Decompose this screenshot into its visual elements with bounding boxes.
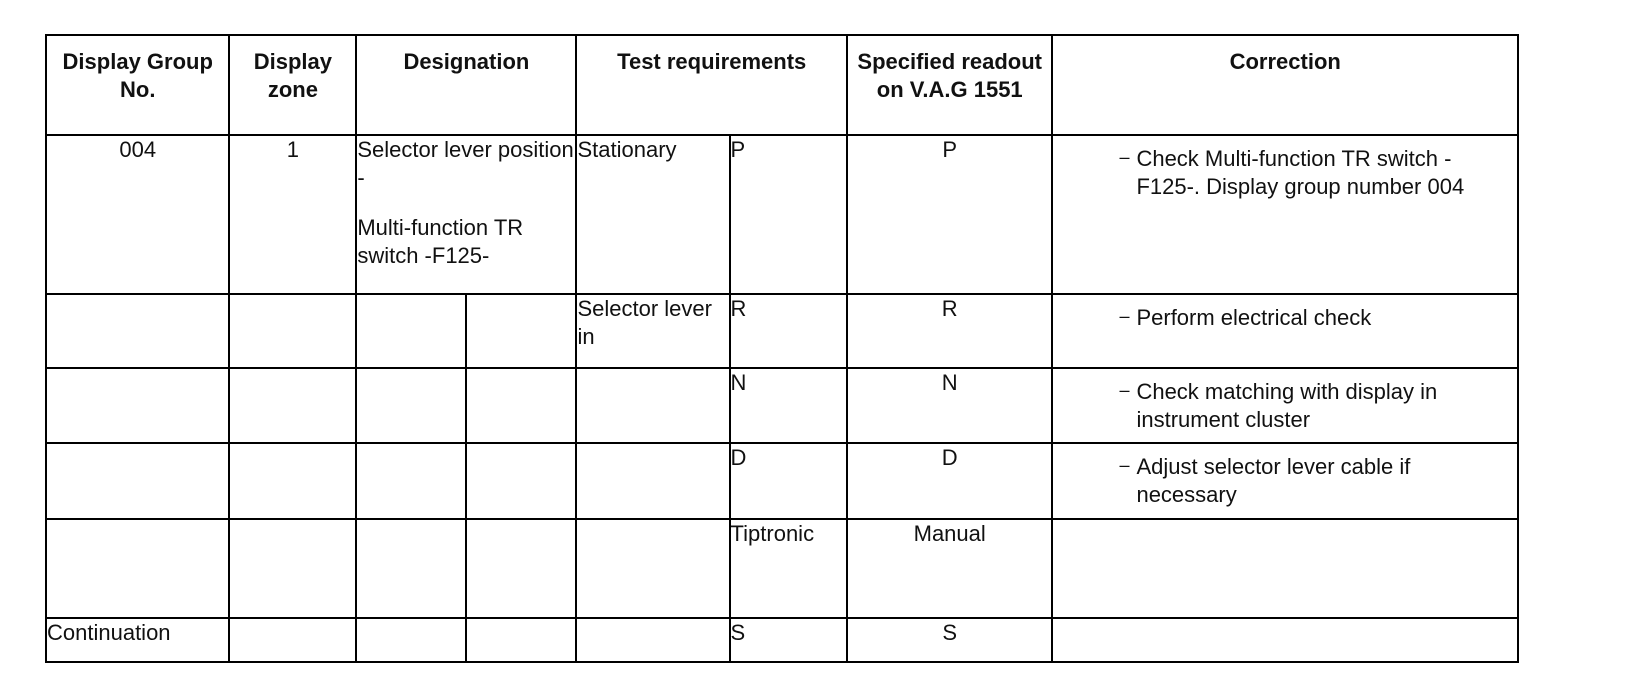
readout-cell: N bbox=[847, 368, 1052, 443]
table-row bbox=[46, 135, 1518, 294]
test-condition-cell bbox=[576, 443, 729, 519]
designation-sub-cell bbox=[466, 519, 576, 618]
designation-sub-cell bbox=[356, 443, 466, 519]
table-header-row bbox=[46, 35, 1518, 135]
designation-sub-cell bbox=[466, 443, 576, 519]
correction-cell bbox=[1052, 368, 1518, 443]
correction-text: Check matching with display in instrument cluster bbox=[1136, 379, 1438, 432]
correction-text: Check Multi-function TR switch -F125-. Display group number 004 bbox=[1136, 146, 1465, 199]
group-cell bbox=[46, 519, 229, 618]
dash-bullet: – bbox=[1119, 147, 1130, 167]
zone-cell bbox=[229, 294, 356, 368]
readout-cell: R bbox=[847, 294, 1052, 368]
table-row bbox=[46, 618, 1518, 662]
designation-line-1: Selector lever position - bbox=[357, 137, 574, 190]
test-value-cell: D bbox=[730, 443, 847, 519]
header-specified-readout: Specified readout on V.A.G 1551 bbox=[847, 35, 1052, 135]
group-cell bbox=[46, 294, 229, 368]
zone-cell bbox=[229, 618, 356, 662]
zone-cell: 1 bbox=[229, 135, 356, 294]
test-condition-cell bbox=[576, 368, 729, 443]
correction-cell bbox=[1052, 443, 1518, 519]
designation-sub-cell bbox=[356, 294, 466, 368]
zone-cell bbox=[229, 368, 356, 443]
table-row bbox=[46, 519, 1518, 618]
dash-bullet: – bbox=[1119, 380, 1130, 400]
header-correction: Correction bbox=[1052, 35, 1518, 135]
test-value-cell: S bbox=[730, 618, 847, 662]
designation-sub-cell bbox=[466, 368, 576, 443]
zone-cell bbox=[229, 519, 356, 618]
readout-cell: S bbox=[847, 618, 1052, 662]
correction-cell bbox=[1052, 135, 1518, 294]
group-cell bbox=[46, 443, 229, 519]
dash-bullet: – bbox=[1119, 455, 1130, 475]
correction-cell bbox=[1052, 294, 1518, 368]
test-value-cell: Tiptronic bbox=[730, 519, 847, 618]
test-condition-cell bbox=[576, 519, 729, 618]
table-row bbox=[46, 294, 1518, 368]
readout-cell: Manual bbox=[847, 519, 1052, 618]
readout-cell: P bbox=[847, 135, 1052, 294]
group-cell bbox=[46, 368, 229, 443]
designation-sub-cell bbox=[356, 519, 466, 618]
designation-cell bbox=[356, 135, 576, 294]
correction-cell bbox=[1052, 519, 1518, 618]
test-condition-cell bbox=[576, 618, 729, 662]
zone-cell bbox=[229, 443, 356, 519]
table-row bbox=[46, 368, 1518, 443]
correction-text: Adjust selector lever cable if necessary bbox=[1136, 454, 1411, 507]
test-condition-cell: Stationary bbox=[576, 135, 729, 294]
display-group-table bbox=[45, 34, 1519, 663]
group-cell: 004 bbox=[46, 135, 229, 294]
header-display-zone: Display zone bbox=[229, 35, 356, 135]
designation-sub-cell bbox=[466, 294, 576, 368]
table-row bbox=[46, 443, 1518, 519]
designation-sub-cell bbox=[466, 618, 576, 662]
correction-text: Perform electrical check bbox=[1136, 305, 1372, 330]
designation-sub-cell bbox=[356, 368, 466, 443]
readout-cell: D bbox=[847, 443, 1052, 519]
group-cell: Continuation bbox=[46, 618, 229, 662]
designation-sub-cell bbox=[356, 618, 466, 662]
header-designation: Designation bbox=[356, 35, 576, 135]
test-condition-cell: Selector lever in bbox=[576, 294, 729, 368]
test-value-cell: P bbox=[730, 135, 847, 294]
designation-line-2: Multi-function TR switch -F125- bbox=[357, 215, 524, 268]
header-test-requirements: Test requirements bbox=[576, 35, 847, 135]
dash-bullet: – bbox=[1119, 306, 1130, 326]
test-value-cell: R bbox=[730, 294, 847, 368]
test-value-cell: N bbox=[730, 368, 847, 443]
correction-cell bbox=[1052, 618, 1518, 662]
header-display-group-no: Display Group No. bbox=[46, 35, 229, 135]
